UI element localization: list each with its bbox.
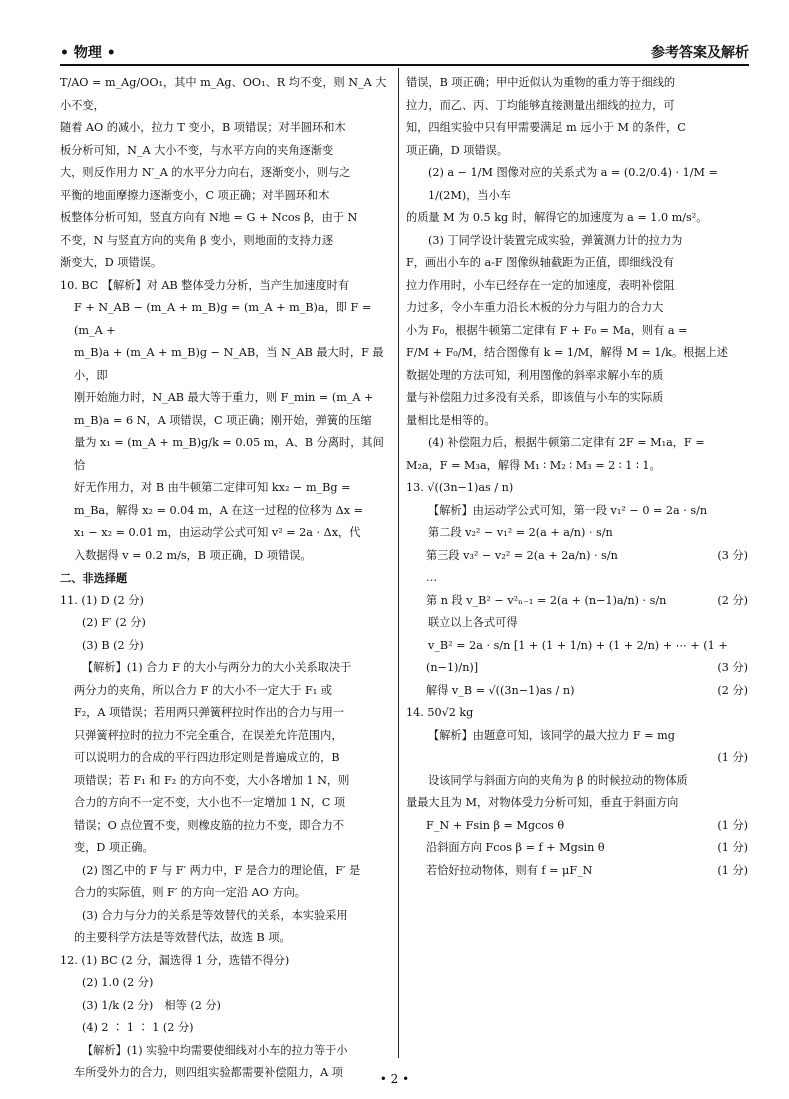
text-line: 数据处理的方法可知，利用图像的斜率求解小车的质 xyxy=(406,368,664,382)
analysis-line: 【解析】由题意可知，该同学的最大拉力 F = mg xyxy=(428,728,675,742)
answer-10: 10. BC 【解析】对 AB 整体受力分析，当产生加速度时有 xyxy=(60,278,350,292)
text-line: 板分析可知，N_A 大小不变，与水平方向的夹角逐渐变 xyxy=(60,143,334,157)
text-line: T/AO = m_Ag/OO₁，其中 m_Ag、OO₁、R 均不变，则 N_A 大小不变， xyxy=(60,76,387,112)
right-column xyxy=(406,72,748,882)
text-line: F₂，A 项错误；若用两只弹簧秤拉时作出的合力与用一 xyxy=(74,706,345,719)
text-line: 量相比是相等的。 xyxy=(406,413,496,427)
text-line: F + N_AB − (m_A + m_B)g = (m_A + m_B)a，即 F = (m_A + xyxy=(74,301,372,337)
text-line: 项错误；若 F₁ 和 F₂ 的方向不变，大小各增加 1 N，则 xyxy=(74,773,350,787)
text-line: 力过多，令小车重力沿长木板的分力与阻力的合力大 xyxy=(406,301,664,314)
analysis-line: 【解析】(1) 实验中均需要使细线对小车的拉力等于小 xyxy=(82,1043,348,1057)
text-line: m_Ba，解得 x₂ = 0.04 m，A 在这一过程的位移为 Δx = xyxy=(74,503,363,517)
formula-line xyxy=(406,680,748,703)
text-line: 合力的实际值，则 F′ 的方向一定沿 AO 方向。 xyxy=(74,886,306,899)
score-label: (1 分) xyxy=(717,841,748,854)
formula-text: 解得 v_B = √((3n−1)as / n) xyxy=(426,683,575,697)
formula-line xyxy=(406,860,748,883)
score-label: (1 分) xyxy=(717,863,748,877)
text-line: (2) 1.0 (2 分) xyxy=(82,976,154,989)
text-line: (3) 丁同学设计装置完成实验，弹簧测力计的拉力为 xyxy=(428,233,683,247)
formula-line xyxy=(406,657,748,680)
text-line: 联立以上各式可得 xyxy=(428,616,518,629)
text-line: 刚开始施力时，N_AB 最大等于重力，则 F_min = (m_A + xyxy=(74,391,374,404)
text-line: 两分力的夹角，所以合力 F 的大小不一定大于 F₁ 或 xyxy=(74,683,332,697)
text-line: m_B)a = 6 N，A 项错误，C 项正确；刚开始，弹簧的压缩 xyxy=(74,413,372,427)
text-line: 拉力，而乙、丙、丁均能够直接测量出细线的拉力，可 xyxy=(406,98,675,112)
header-rule xyxy=(60,64,749,66)
page-number: • 2 • xyxy=(379,1072,410,1086)
score-label: (3 分) xyxy=(717,661,748,674)
text-line: 量与补偿阻力过多没有关系，即该值与小车的实际质 xyxy=(406,391,664,404)
text-line: (2) 图乙中的 F 与 F′ 两力中，F 是合力的理论值，F′ 是 xyxy=(82,863,361,877)
text-line: 的主要科学方法是等效替代法，故选 B 项。 xyxy=(74,931,291,944)
subject-label: • 物理 • xyxy=(60,45,116,61)
text-line: 项正确，D 项错误。 xyxy=(406,143,509,157)
formula-text: 若恰好拉动物体，则有 f = μF_N xyxy=(426,863,593,877)
answer-13: 13. √((3n−1)as / n) xyxy=(406,481,514,494)
text-line: x₁ − x₂ = 0.01 m，由运动学公式可知 v² = 2a · Δx，代 xyxy=(74,526,361,539)
analysis-line: 【解析】(1) 合力 F 的大小与两分力的大小关系取决于 xyxy=(82,661,352,674)
answer-14: 14. 50√2 kg xyxy=(406,706,474,719)
formula-line xyxy=(406,837,748,860)
formula-text: 沿斜面方向 Fcos β = f + Mgsin θ xyxy=(426,841,605,854)
page-header xyxy=(60,40,749,64)
formula-line xyxy=(406,545,748,568)
section-heading: 二、非选择题 xyxy=(60,571,128,585)
text-line: 的质量 M 为 0.5 kg 时，解得它的加速度为 a = 1.0 m/s²。 xyxy=(406,211,708,224)
score-label: (2 分) xyxy=(717,683,748,697)
score-label: (2 分) xyxy=(717,593,748,607)
text-line: (3) 合力与分力的关系是等效替代的关系，本实验采用 xyxy=(82,908,348,922)
text-line: (3) 1/k (2 分) 相等 (2 分) xyxy=(82,998,221,1012)
text-line: (2) a − 1/M 图像对应的关系式为 a = (0.2/0.4) · 1/M = 1/(2M)，当小车 xyxy=(428,166,718,202)
text-line: (3) B (2 分) xyxy=(82,638,144,652)
text-line: F，画出小车的 a-F 图像纵轴截距为正值，即细线没有 xyxy=(406,256,675,269)
answer-11: 11. (1) D (2 分) xyxy=(60,593,144,607)
score-label: (3 分) xyxy=(717,548,748,562)
score-label: (1 分) xyxy=(717,818,748,832)
text-line: 小为 F₀，根据牛顿第二定律有 F + F₀ = Ma，则有 a = xyxy=(406,323,688,337)
text-line: 板整体分析可知，竖直方向有 N地 = G + Ncos β，由于 N xyxy=(60,211,358,224)
text-line: M₂a，F = M₃a，解得 M₁ ∶ M₂ ∶ M₃ = 2 ∶ 1 ∶ 1。 xyxy=(406,458,661,472)
text-line: 车所受外力的合力，则四组实验都需要补偿阻力，A 项 xyxy=(74,1066,343,1079)
ellipsis: … xyxy=(426,571,438,584)
column-divider xyxy=(398,68,399,1058)
text-line: 错误；O 点位置不变，则橡皮筋的拉力不变，即合力不 xyxy=(74,818,345,832)
formula-text: (n−1)/n)] xyxy=(426,661,479,674)
formula-text: 第三段 v₃² − v₂² = 2(a + 2a/n) · s/n xyxy=(426,548,618,562)
text-line: 量为 x₁ = (m_A + m_B)g/k = 0.05 m，A、B 分离时，其间恰 xyxy=(74,436,384,472)
text-line: F/M + F₀/M，结合图像有 k = 1/M，解得 M = 1/k。根据上述 xyxy=(406,346,728,359)
text-line: 知，四组实验中只有甲需要满足 m 远小于 M 的条件，C xyxy=(406,121,686,134)
text-line: m_B)a + (m_A + m_B)g − N_AB，当 N_AB 最大时，F 最小，即 xyxy=(74,346,384,382)
text-line: (2) F′ (2 分) xyxy=(82,616,146,629)
text-line: (4) 补偿阻力后，根据牛顿第二定律有 2F = M₁a，F = xyxy=(428,436,705,449)
text-line: 大，则反作用力 N′_A 的水平分力向右，逐渐变小，则与之 xyxy=(60,166,351,179)
text-line: 量最大且为 M，对物体受力分析可知，垂直于斜面方向 xyxy=(406,796,679,809)
score-label: (1 分) xyxy=(717,751,748,764)
formula-text: 第 n 段 v_B² − v²ₙ₋₁ = 2(a + (n−1)a/n) · s/n xyxy=(426,593,667,607)
answer-12: 12. (1) BC (2 分，漏选得 1 分，选错不得分) xyxy=(60,953,290,967)
text-line: 可以说明力的合成的平行四边形定则是普遍成立的，B xyxy=(74,751,340,764)
analysis-line: 【解析】由运动学公式可知，第一段 v₁² − 0 = 2a · s/n xyxy=(428,503,708,517)
text-line: (4) 2 ∶ 1 ∶ 1 (2 分) xyxy=(82,1021,194,1034)
formula-text: F_N + Fsin β = Mgcos θ xyxy=(426,818,565,832)
formula-line xyxy=(406,590,748,613)
formula-line xyxy=(406,815,748,838)
text-line: 好无作用力，对 B 由牛顿第二定律可知 kx₂ − m_Bg = xyxy=(74,481,351,494)
text-line: 入数据得 v = 0.2 m/s，B 项正确，D 项错误。 xyxy=(74,548,312,562)
text-line: 合力的方向不一定不变，大小也不一定增加 1 N，C 项 xyxy=(74,796,346,809)
text-line: 渐变大，D 项错误。 xyxy=(60,256,163,269)
formula-line: v_B² = 2a · s/n [1 + (1 + 1/n) + (1 + 2/n) + ⋯ + (1 + xyxy=(428,638,728,652)
text-line: 变，D 项正确。 xyxy=(74,841,154,854)
text-line: 平衡的地面摩擦力逐渐变小，C 项正确；对半圆环和木 xyxy=(60,188,330,202)
text-line: 错误，B 项正确；甲中近似认为重物的重力等于细线的 xyxy=(406,76,676,89)
text-line: 只弹簧秤拉时的拉力不完全重合，在误差允许范围内， xyxy=(74,728,343,742)
text-line: 不变，N 与竖直方向的夹角 β 变小，则地面的支持力逐 xyxy=(60,233,334,247)
text-line: 随着 AO 的减小，拉力 T 变小，B 项错误；对半圆环和木 xyxy=(60,121,346,134)
text-line: 拉力作用时，小车已经存在一定的加速度，表明补偿阻 xyxy=(406,278,675,292)
left-column xyxy=(60,72,390,1085)
formula-line: 第二段 v₂² − v₁² = 2(a + a/n) · s/n xyxy=(428,526,613,539)
header-title: 参考答案及解析 xyxy=(651,45,749,61)
text-line: 设该同学与斜面方向的夹角为 β 的时候拉动的物体质 xyxy=(428,773,688,787)
